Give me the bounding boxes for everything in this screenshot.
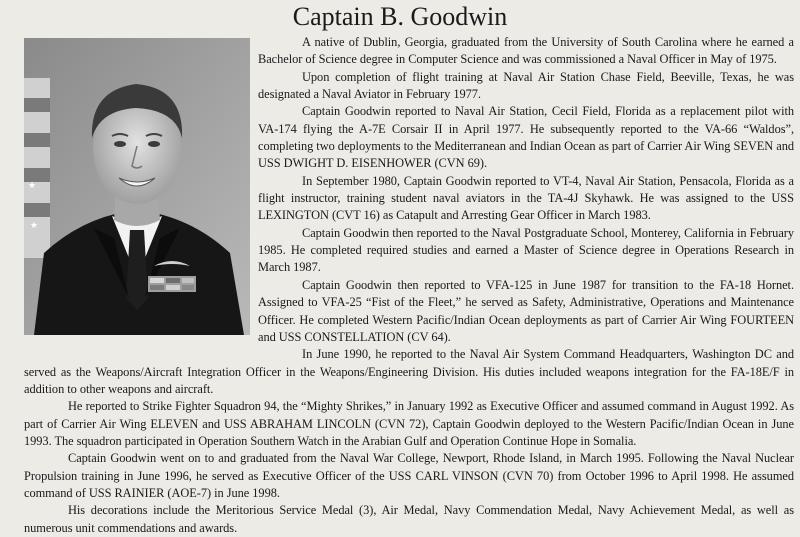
paragraph: Captain Goodwin reported to Naval Air Station, Cecil Field, Florida as a replacement pilot with VA-174 flying the A-7E Corsair II in April 1977. He subsequently reported to the VA-66 “Waldos”, completing two deployments to the Mediterranean and Indian Ocean as part of Carrier Air Wing SEVEN and USS DWIGHT D. EISENHOWER (CVN 69). [258, 104, 794, 171]
paragraph: Captain Goodwin then reported to VFA-125 in June 1987 for transition to the FA-18 Hornet. Assigned to VFA-25 “Fist of the Fleet,” he served as Safety, Administrative, Operations and Maintenance Officer. He completed Western Pacific/Indian Ocean deployments as part of Carrier Air Wing FOURTEEN and USS CONSTELLATION (CV 64). [258, 277, 794, 344]
svg-text:★: ★ [28, 181, 37, 191]
paragraph: Upon completion of flight training at Naval Air Station Chase Field, Beeville, Texas, he was designated a Naval Aviator in February 1977. [258, 69, 794, 102]
svg-text:★: ★ [30, 221, 39, 231]
paragraph: His decorations include the Meritorious Service Medal (3), Air Medal, Navy Commendation Medal, Navy Achievement Medal, as well as numerous unit commendations and awards. [24, 503, 794, 535]
page-title: Captain B. Goodwin [292, 2, 508, 31]
paragraph: Captain Goodwin went on to and graduated from the Naval War College, Newport, Rhode Island, in March 1995. Following the Naval Nuclear Propulsion training in June 1996, he served as Executive Officer of the USS CARL VINSON (CVN 70) from October 1996 to April 1998. He assumed command of USS RAINIER (AOE-7) in June 1998. [24, 451, 794, 500]
paragraph: In September 1980, Captain Goodwin reported to VT-4, Naval Air Station, Pensacola, Florida as a flight instructor, training student naval aviators in the TA-4J Skyhawk. He was assigned to the USS LEXINGTON (CVT 16) as Catapult and Arresting Gear Officer in March 1983. [258, 173, 794, 223]
paragraph: Captain Goodwin then reported to the Naval Postgraduate School, Monterey, California in February 1985. He completed required studies and earned a Master of Science degree in Operations Research in March 1987. [258, 225, 794, 275]
paragraph: A native of Dublin, Georgia, graduated from the University of South Carolina where he earned a Bachelor of Science degree in Computer Science and was commissioned a Naval Officer in May of 1975. [258, 35, 794, 67]
biography-text [24, 34, 794, 537]
paragraph: He reported to Strike Fighter Squadron 94, the “Mighty Shrikes,” in January 1992 as Executive Officer and assumed command in August 1992. As part of Carrier Air Wing ELEVEN and USS ABRAHAM LINCOLN (CVN 72), Captain Goodwin deployed to the Western Pacific/Indian Ocean in June 1993. The squadron participated in Operation Southern Watch in the Arabian Gulf and Operation Continue Hope in Somalia. [24, 399, 794, 448]
paragraph: In June 1990, he reported to the Naval Air System Command Headquarters, Washington DC and served as the Weapons/Aircraft Integration Officer in the Weapons/Engineering Division. His duties included weapons integration for the FA-18E/F in addition to other weapons and aircraft. [24, 347, 794, 396]
